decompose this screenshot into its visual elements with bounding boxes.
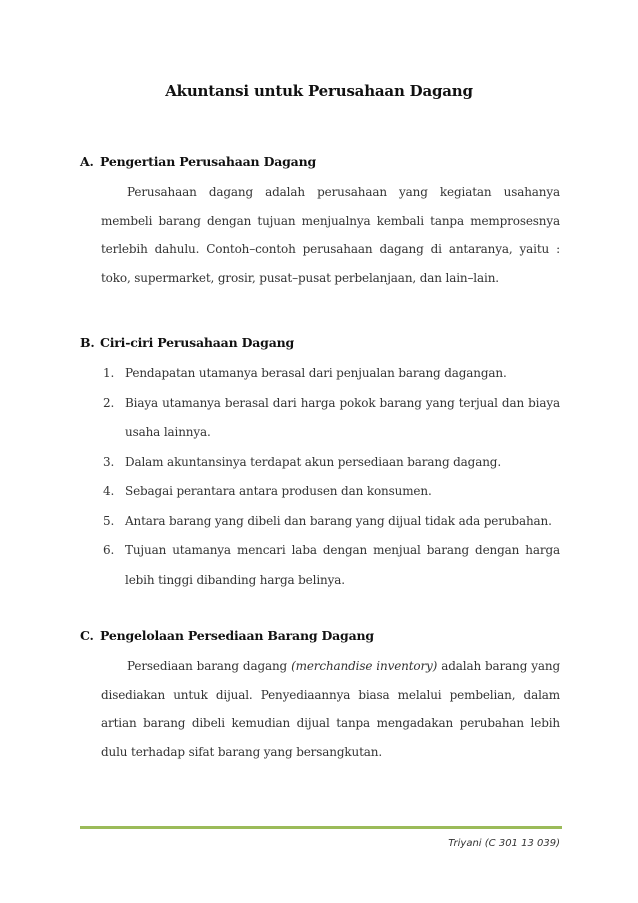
section-c-text-end: adalah barang yang disediakan untuk dijual. Penyediaannya biasa melalui pembelian, dalam artian barang dibeli kemudian dijual tanpa mengadakan perubahan lebih dulu terhadap sifat barang yang bersangkutan. [101, 659, 560, 759]
section-c-letter: C. [80, 628, 94, 643]
document-title: Akuntansi untuk Perusahaan Dagang [165, 82, 473, 100]
list-item [103, 507, 560, 537]
section-b-list [103, 359, 560, 595]
section-c-text-italic: (merchandise inventory) [291, 659, 438, 673]
section-b-heading [80, 335, 294, 350]
section-b-letter: B. [80, 335, 95, 350]
list-item [103, 448, 560, 478]
footer-rule [80, 826, 562, 829]
list-item-text: Sebagai perantara antara produsen dan konsumen. [125, 484, 432, 498]
section-c-heading [80, 628, 374, 643]
list-item-text: Antara barang yang dibeli dan barang yang dijual tidak ada perubahan. [125, 513, 552, 528]
section-c-title: Pengelolaan Persediaan Barang Dagang [100, 628, 374, 643]
section-c-text-start: Persediaan barang dagang [127, 659, 292, 673]
list-item-number: 6. [103, 543, 115, 557]
list-item [103, 536, 560, 595]
section-a-title: Pengertian Perusahaan Dagang [100, 154, 317, 169]
list-item-number: 4. [103, 484, 115, 498]
list-item-text: Biaya utamanya berasal dari harga pokok barang yang terjual dan biaya usaha lainnya. [125, 395, 560, 439]
list-item-text: Dalam akuntansinya terdapat akun persediaan barang dagang. [125, 454, 501, 469]
section-a-paragraph [101, 178, 560, 292]
list-item [103, 477, 560, 507]
section-a-text: Perusahaan dagang adalah perusahaan yang kegiatan usahanya membeli barang dengan tujuan menjualnya kembali tanpa memprosesnya terlebih dahulu. Contoh–contoh perusahaan dagang di antaranya, yaitu : toko, supermarket, grosir, pusat–pusat perbelanjaan, dan lain–lain. [101, 185, 560, 285]
section-b-title: Ciri-ciri Perusahaan Dagang [100, 335, 295, 350]
list-item-text: Tujuan utamanya mencari laba dengan menjual barang dengan harga lebih tinggi dibanding harga belinya. [125, 543, 560, 587]
list-item-number: 2. [103, 395, 115, 410]
section-c-paragraph [101, 652, 560, 766]
list-item-number: 3. [103, 454, 115, 469]
section-a-heading [80, 154, 316, 169]
list-item-number: 5. [103, 513, 115, 528]
footer-author: Triyani (C 301 13 039) [448, 838, 560, 849]
section-a-letter: A. [80, 154, 94, 169]
list-item [103, 359, 560, 389]
list-item-text: Pendapatan utamanya berasal dari penjualan barang dagangan. [125, 366, 507, 380]
list-item [103, 389, 560, 448]
list-item-number: 1. [103, 366, 115, 380]
